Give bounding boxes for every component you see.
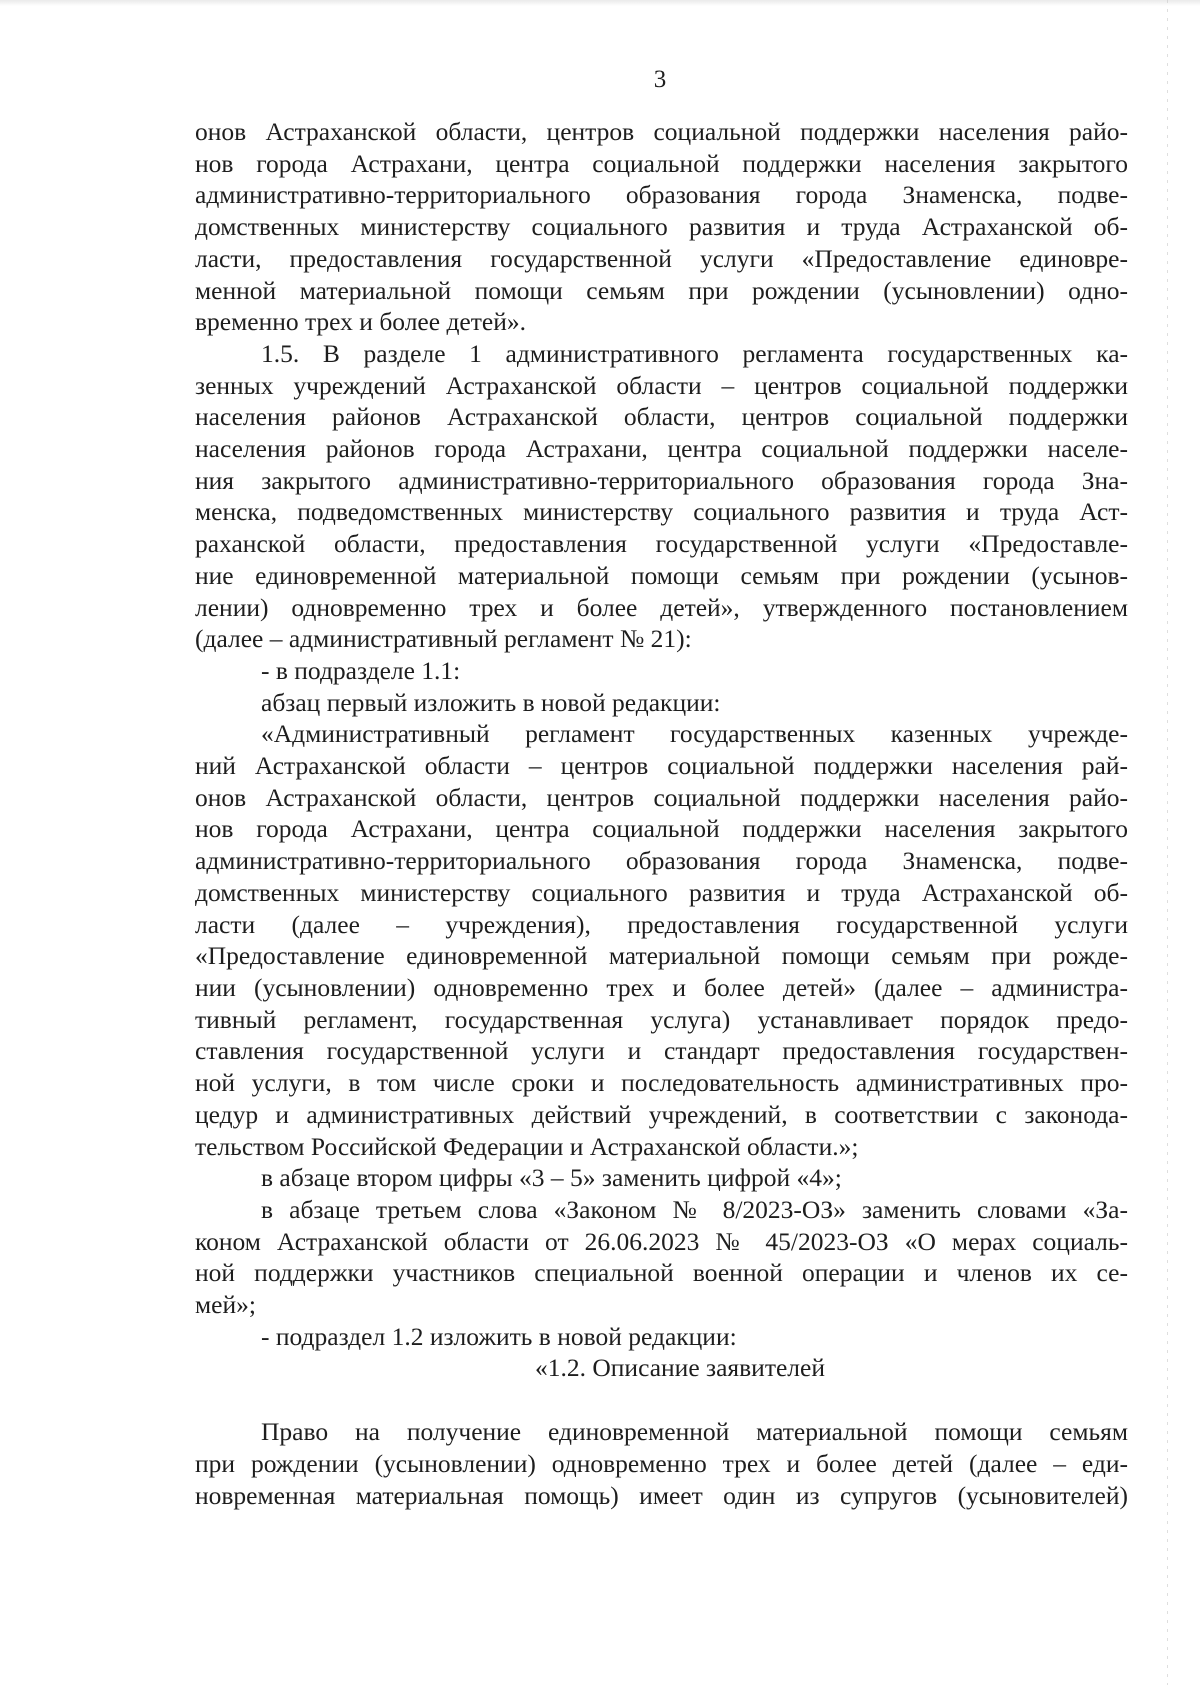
text-line: тивный регламент, государственная услуга) устанавливает порядок предо-: [195, 1004, 1128, 1034]
text-line: (далее – административный регламент № 21):: [195, 624, 692, 654]
scan-right-edge: [1167, 0, 1168, 1685]
text-line: онов Астраханской области, центров социальной поддержки населения райо-: [195, 117, 1128, 146]
text-line: - в подразделе 1.1:: [261, 655, 461, 685]
text-line: при рождении (усыновлении) одновременно трех и более детей (далее – еди-: [195, 1448, 1128, 1478]
text-line: ставления государственной услуги и стандарт предоставления государствен-: [195, 1036, 1128, 1066]
text-line: онов Астраханской области, центров социальной поддержки населения райо-: [195, 782, 1128, 812]
text-line: ние единовременной материальной помощи семьям при рождении (усынов-: [195, 560, 1128, 590]
text-line: домственных министерству социального развития и труда Астраханской об-: [195, 212, 1128, 242]
text-line: раханской области, предоставления государственной услуги «Предоставле-: [195, 529, 1128, 559]
section-heading: «1.2. Описание заявителей: [535, 1353, 825, 1383]
text-line: временно трех и более детей».: [195, 307, 526, 337]
text-line: «Предоставление единовременной материальной помощи семьям при рожде-: [195, 941, 1128, 971]
text-line: ласти, предоставления государственной услуги «Предоставление единовре-: [195, 243, 1128, 273]
text-line: - подраздел 1.2 изложить в новой редакции:: [261, 1321, 737, 1351]
text-line: лении) одновременно трех и более детей», утвержденного постановлением: [195, 592, 1128, 622]
text-line: домственных министерству социального развития и труда Астраханской об-: [195, 877, 1128, 907]
text-line: ния закрытого административно-территориального образования города Зна-: [195, 465, 1128, 495]
document-body: [195, 116, 1128, 1511]
text-line: новременная материальная помощь) имеет один из супругов (усыновителей): [195, 1480, 1128, 1510]
text-line: менной материальной помощи семьям при рождении (усыновлении) одно-: [195, 275, 1128, 305]
text-line: нов города Астрахани, центра социальной поддержки населения закрытого: [195, 814, 1128, 844]
text-line: абзац первый изложить в новой редакции:: [261, 687, 721, 717]
text-line: в абзаце втором цифры «3 – 5» заменить цифрой «4»;: [261, 1163, 842, 1193]
text-line: 1.5. В разделе 1 административного регламента государственных ка-: [261, 338, 1128, 368]
text-line: цедур и административных действий учреждений, в соответствии с законода-: [195, 1099, 1128, 1129]
text-line: нии (усыновлении) одновременно трех и более детей» (далее – администра-: [195, 972, 1128, 1002]
text-line: в абзаце третьем слова «Законом № 8/2023-ОЗ» заменить словами «За-: [261, 1194, 1128, 1224]
text-line: тельством Российской Федерации и Астраханской области.»;: [195, 1131, 859, 1161]
text-line: «Административный регламент государственных казенных учрежде-: [261, 719, 1128, 749]
text-line: населения районов Астраханской области, центров социальной поддержки: [195, 402, 1128, 432]
text-line: ласти (далее – учреждения), предоставления государственной услуги: [195, 909, 1128, 939]
text-line: административно-территориального образования города Знаменска, подве-: [195, 180, 1128, 210]
text-line: административно-территориального образования города Знаменска, подве-: [195, 846, 1128, 876]
scan-top-shadow: [0, 0, 1200, 6]
text-line: зенных учреждений Астраханской области – центров социальной поддержки: [195, 370, 1128, 400]
text-line: коном Астраханской области от 26.06.2023 № 45/2023-ОЗ «О мерах социаль-: [195, 1226, 1128, 1256]
text-line: Право на получение единовременной материальной помощи семьям: [261, 1417, 1128, 1447]
text-line: ной поддержки участников специальной военной операции и членов их се-: [195, 1258, 1128, 1288]
text-line: ной услуги, в том числе сроки и последовательность административных про-: [195, 1068, 1128, 1098]
text-line: ний Астраханской области – центров социальной поддержки населения рай-: [195, 751, 1128, 781]
text-line: мей»;: [195, 1290, 256, 1320]
text-line: населения районов города Астрахани, центра социальной поддержки населе-: [195, 434, 1128, 464]
text-line: нов города Астрахани, центра социальной поддержки населения закрытого: [195, 148, 1128, 178]
text-line: менска, подведомственных министерству социального развития и труда Аст-: [195, 497, 1128, 527]
blank-line: [195, 1384, 1128, 1416]
page-number: 3: [653, 66, 667, 93]
